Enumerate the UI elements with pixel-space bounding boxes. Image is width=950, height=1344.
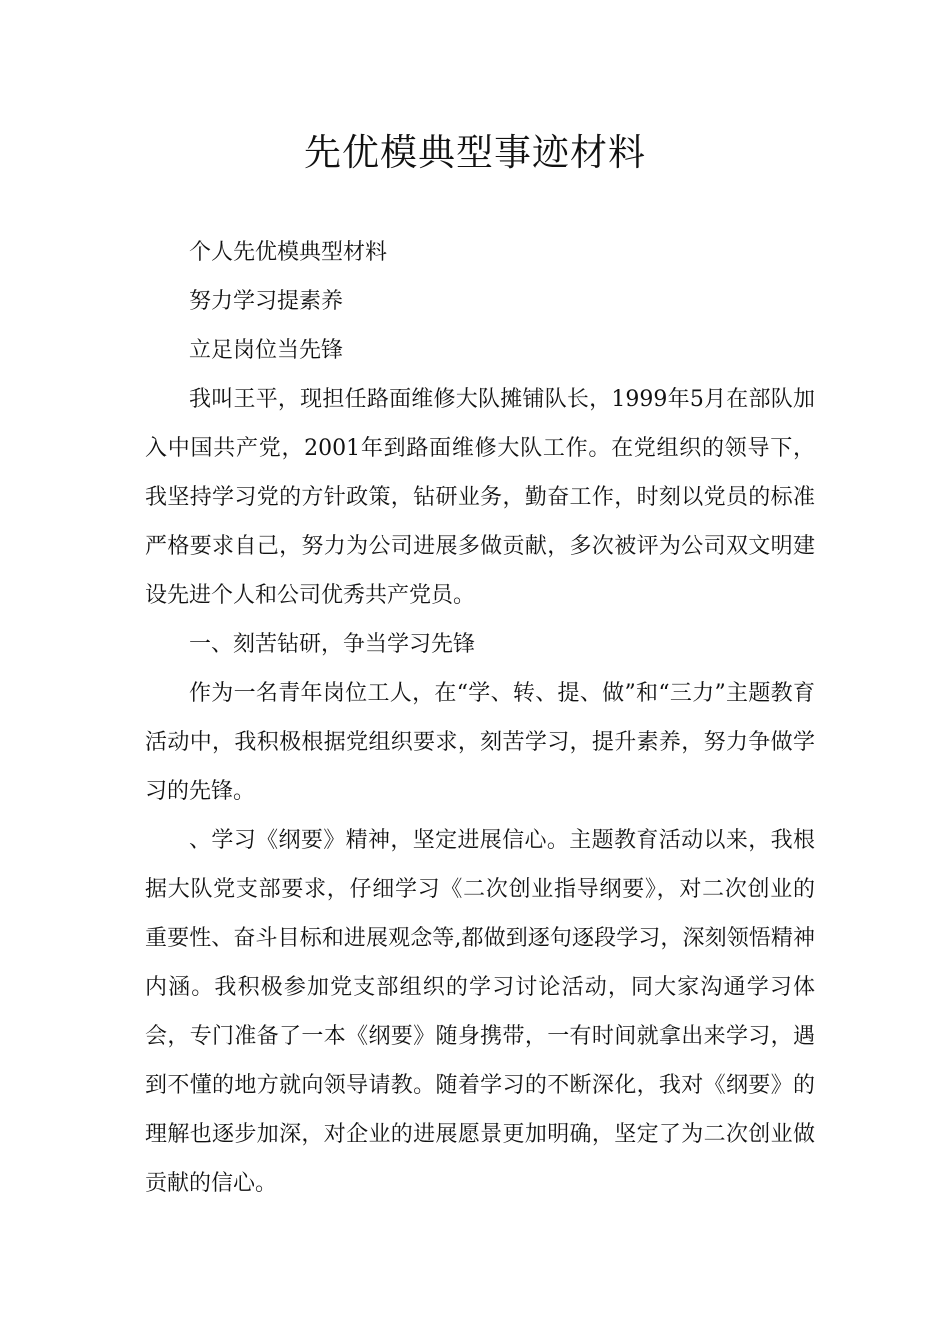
intro-paragraph: 我叫王平，现担任路面维修大队摊铺队长，1999年5月在部队加入中国共产党，2001年到路面维修大队工作。在党组织的领导下，我坚持学习党的方针政策，钻研业务，勤奋工作，时刻以党员的标准严格要求自己，努力为公司进展多做贡献，多次被评为公司双文明建设先进个人和公司优秀共产党员。 bbox=[145, 387, 815, 608]
subtitle-line: 努力学习提素养 bbox=[189, 289, 344, 314]
subtitle-line: 个人先优模典型材料 bbox=[189, 240, 388, 265]
section-heading: 一、刻苦钻研，争当学习先锋 bbox=[189, 632, 476, 657]
subtitle-line: 立足岗位当先锋 bbox=[189, 338, 344, 363]
body-paragraph: 作为一名青年岗位工人，在“学、转、提、做”和“三力”主题教育活动中，我积极根据党组织要求，刻苦学习，提升素养，努力争做学习的先锋。 bbox=[145, 681, 815, 804]
body-paragraph: 、学习《纲要》精神，坚定进展信心。主题教育活动以来，我根据大队党支部要求，仔细学习《二次创业指导纲要》，对二次创业的重要性、奋斗目标和进展观念等,都做到逐句逐段学习，深刻领悟精神内涵。我积极参加党支部组织的学习讨论活动，同大家沟通学习体会，专门准备了一本《纲要》随身携带，一有时间就拿出来学习，遇到不懂的地方就向领导请教。随着学习的不断深化，我对《纲要》的理解也逐步加深，对企业的进展愿景更加明确，坚定了为二次创业做贡献的信心。 bbox=[145, 828, 815, 1196]
document-title: 先优模典型事迹材料 bbox=[304, 131, 646, 174]
document-body bbox=[145, 228, 815, 1208]
